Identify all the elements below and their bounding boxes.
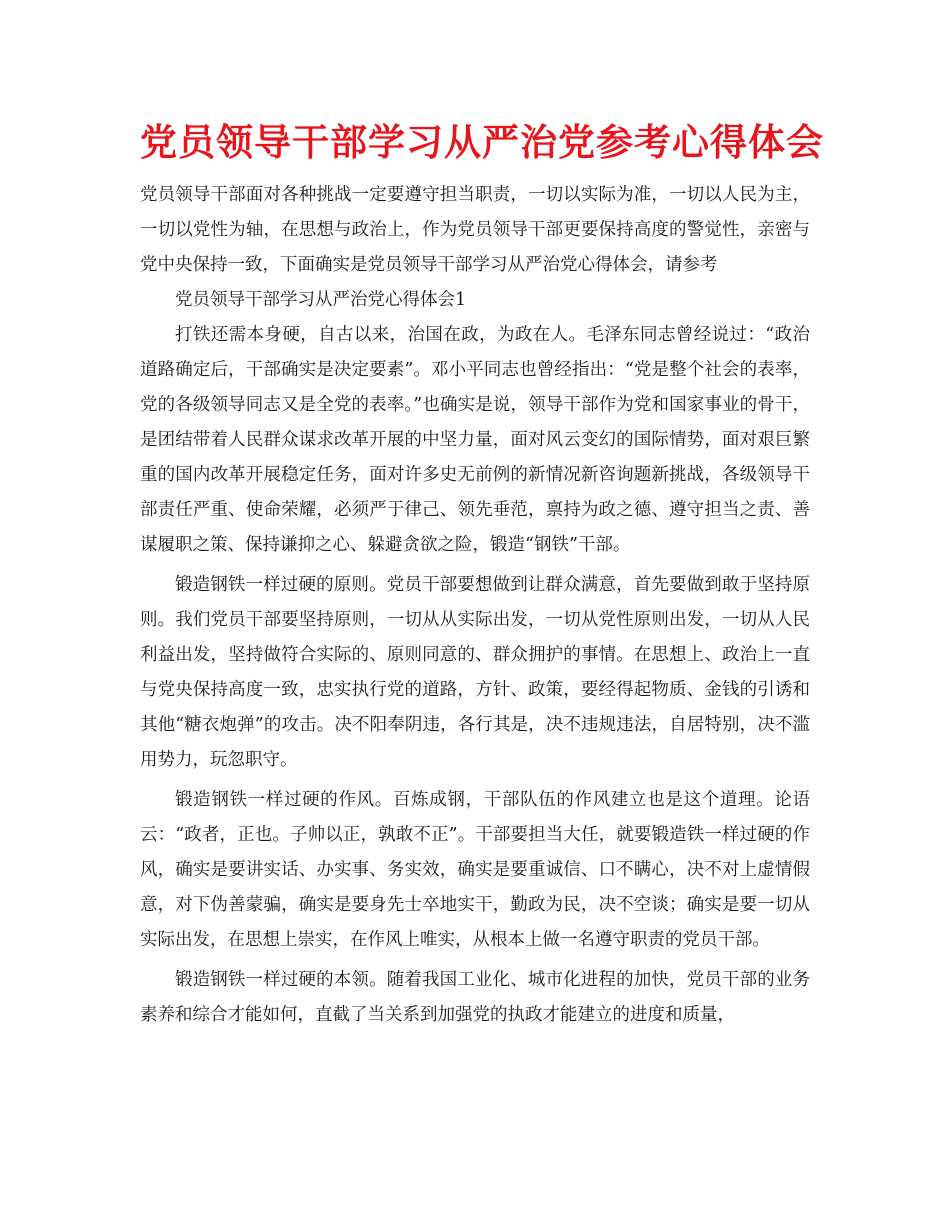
body-paragraph: 打铁还需本身硬，自古以来，治国在政，为政在人。毛泽东同志曾经说过：“政治道路确定后，干部确实是决定要素”。邓小平同志也曾经指出：“党是整个社会的表率，党的各级领导同志又是全党的表率。”也确实是说，领导干部作为党和国家事业的骨干，是团结带着人民群众谋求改革开展的中坚力量，面对风云变幻的国际情势，面对艰巨繁重的国内改革开展稳定任务，面对许多史无前例的新情况新咨询题新挑战，各级领导干部责任严重、使命荣耀，必须严于律己、领先垂范，禀持为政之德、遵守担当之责、善谋履职之策、保持谦抑之心、躲避贪欲之险，锻造“钢铁”干部。 [140,325,810,555]
intro-paragraph: 党员领导干部面对各种挑战一定要遵守担当职责，一切以实际为准，一切以人民为主，一切以党性为轴，在思想与政治上，作为党员领导干部更要保持高度的警觉性，亲密与党中央保持一致，下面确实是党员领导干部学习从严治党心得体会，请参考 [140,185,810,275]
body-paragraph: 锻造钢铁一样过硬的原则。党员干部要想做到让群众满意，首先要做到敢于坚持原则。我们党员干部要坚持原则，一切从从实际出发，一切从党性原则出发，一切从人民利益出发，坚持做符合实际的、原则同意的、群众拥护的事情。在思想上、政治上一直与党央保持高度一致，忠实执行党的道路，方针、政策，要经得起物质、金钱的引诱和其他“糖衣炮弹”的攻击。决不阳奉阴违，各行其是，决不违规违法，自居特别，决不滥用势力，玩忽职守。 [140,575,810,770]
document-title: 党员领导干部学习从严治党参考心得体会 [140,121,824,164]
section-heading: 党员领导干部学习从严治党心得体会1 [175,290,467,310]
body-paragraph: 锻造钢铁一样过硬的本领。随着我国工业化、城市化进程的加快，党员干部的业务素养和综合才能如何，直截了当关系到加强党的执政才能建立的进度和质量， [140,970,810,1025]
body-paragraph: 锻造钢铁一样过硬的作风。百炼成钢，干部队伍的作风建立也是这个道理。论语云：“政者，正也。子帅以正，孰敢不正”。干部要担当大任，就要锻造铁一样过硬的作风，确实是要讲实话、办实事、务实效，确实是要重诚信、口不瞒心，决不对上虚情假意，对下伪善蒙骗，确实是要身先士卒地实干，勤政为民，决不空谈；确实是要一切从实际出发，在思想上崇实，在作风上唯实，从根本上做一名遵守职责的党员干部。 [140,790,810,950]
